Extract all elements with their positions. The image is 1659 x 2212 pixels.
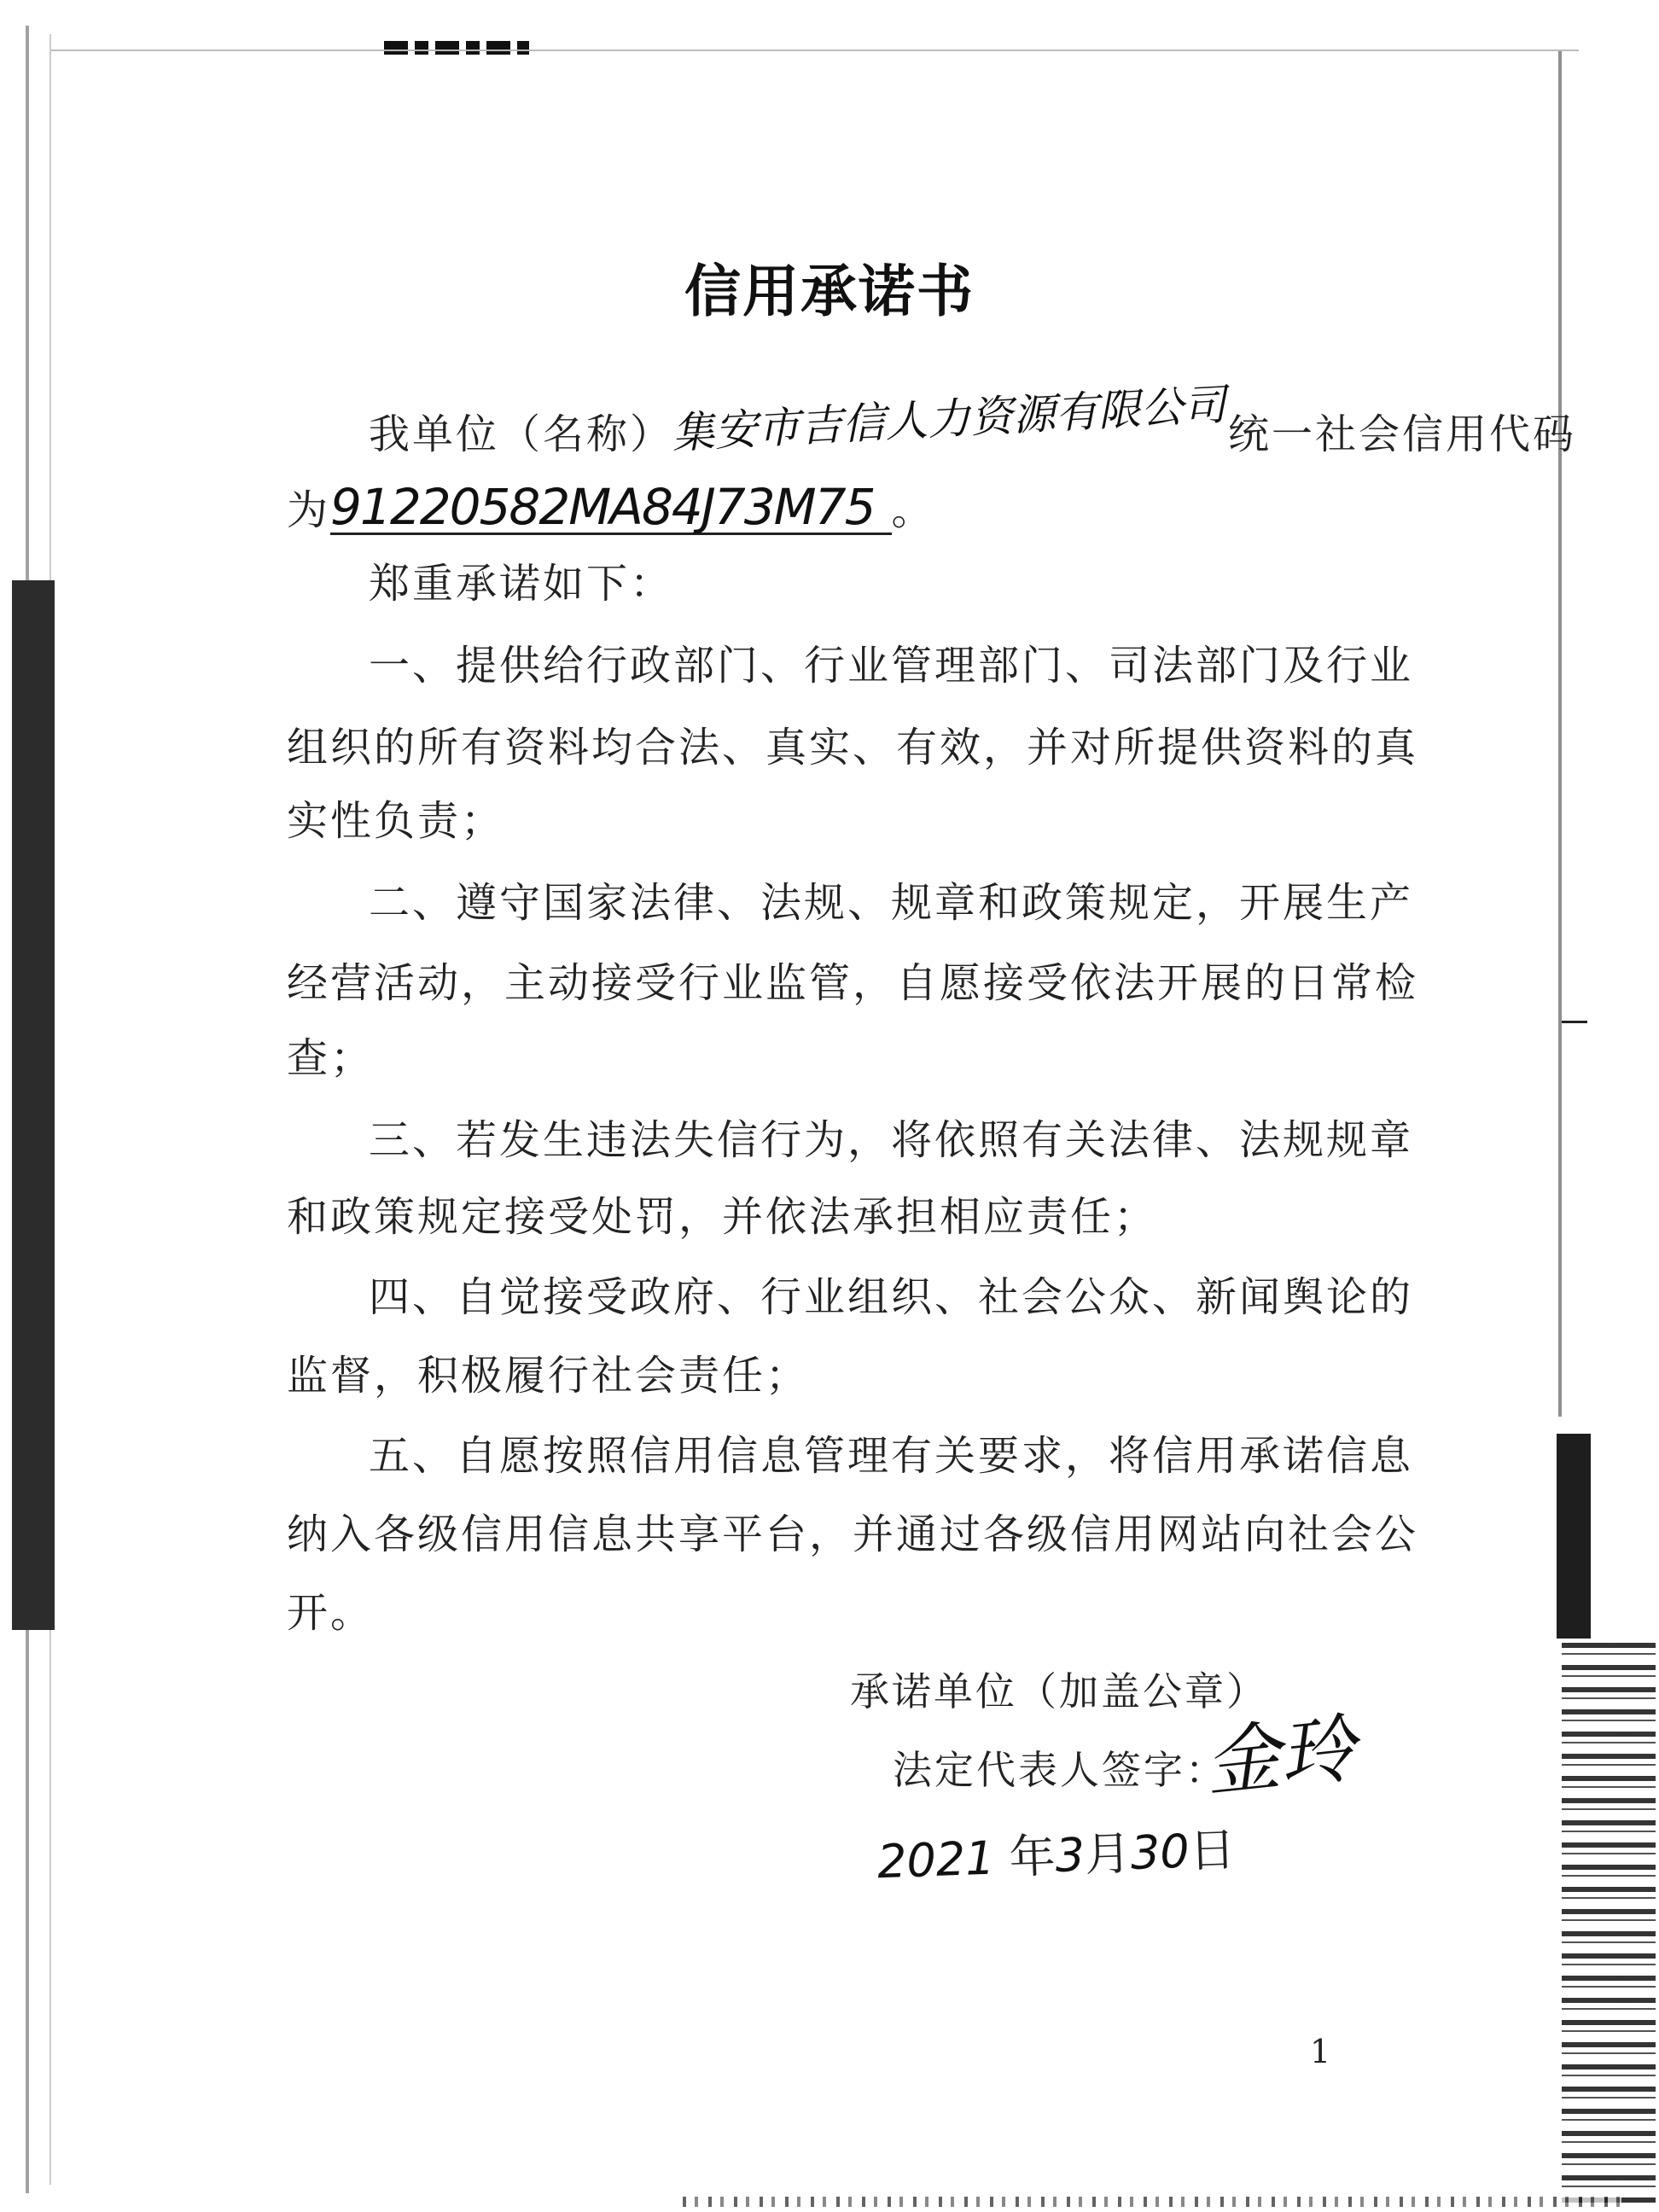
- clause-5-line-1: 五、自愿按照信用信息管理有关要求，将信用承诺信息: [369, 1432, 1414, 1480]
- clause-2-line-2: 经营活动，主动接受行业监管，自愿接受依法开展的日常检: [287, 959, 1419, 1007]
- scan-tick-right: [1562, 1021, 1587, 1023]
- company-name-handwritten: 集安市吉信人力资源有限公司: [670, 380, 1228, 459]
- clause-3-line-1: 三、若发生违法失信行为，将依照有关法律、法规规章: [369, 1116, 1414, 1164]
- clause-1-line-3: 实性负责；: [287, 797, 505, 845]
- date-year: 2021: [876, 1831, 996, 1889]
- page-number: 1: [1310, 2033, 1331, 2070]
- scan-edge-top: [51, 49, 1579, 51]
- date-line: [876, 1820, 1237, 1893]
- clause-2-line-3: 查；: [287, 1034, 375, 1082]
- legal-rep-label: 法定代表人签字：: [893, 1747, 1227, 1793]
- clause-4-line-2: 监督，积极履行社会责任；: [287, 1352, 810, 1400]
- pledge-heading: 郑重承诺如下：: [369, 560, 674, 608]
- scan-edge-bottom: [683, 2197, 1621, 2207]
- scan-marks-top: [384, 41, 529, 55]
- date-month: 3: [1054, 1827, 1086, 1883]
- date-month-unit: 月: [1083, 1825, 1132, 1882]
- signature-unit-label: 承诺单位（加盖公章）: [850, 1668, 1268, 1714]
- intro-prefix: 我单位（名称）: [369, 410, 674, 458]
- code-prefix: 为: [287, 486, 331, 534]
- clause-5-line-2: 纳入各级信用信息共享平台，并通过各级信用网站向社会公: [287, 1511, 1419, 1558]
- clause-1-line-1: 一、提供给行政部门、行业管理部门、司法部门及行业: [369, 642, 1414, 690]
- clause-5-line-3: 开。: [287, 1589, 375, 1637]
- date-day: 30: [1129, 1824, 1190, 1880]
- scan-shadow-left: [12, 580, 55, 1630]
- clause-1-line-2: 组织的所有资料均合法、真实、有效，并对所提供资料的真: [287, 724, 1419, 771]
- credit-code-line: [287, 478, 1336, 536]
- date-year-unit: 年: [1008, 1829, 1057, 1884]
- clause-4-line-1: 四、自觉接受政府、行业组织、社会公众、新闻舆论的: [369, 1273, 1414, 1321]
- intro-line: [369, 380, 1577, 460]
- code-suffix: 。: [891, 486, 935, 534]
- document-title: 信用承诺书: [684, 259, 975, 324]
- scan-bars-right: [1562, 1643, 1656, 2206]
- intro-suffix: 统一社会信用代码: [1228, 410, 1577, 458]
- scan-shadow-right: [1557, 1434, 1591, 1639]
- clause-2-line-1: 二、遵守国家法律、法规、规章和政策规定，开展生产: [369, 879, 1414, 927]
- date-day-unit: 日: [1188, 1822, 1237, 1878]
- credit-code-handwritten: 91220582MA84J73M75: [330, 481, 892, 535]
- clause-3-line-2: 和政策规定接受处罚，并依法承担相应责任；: [287, 1193, 1158, 1241]
- legal-rep-signature: 金玲: [1201, 1704, 1359, 1807]
